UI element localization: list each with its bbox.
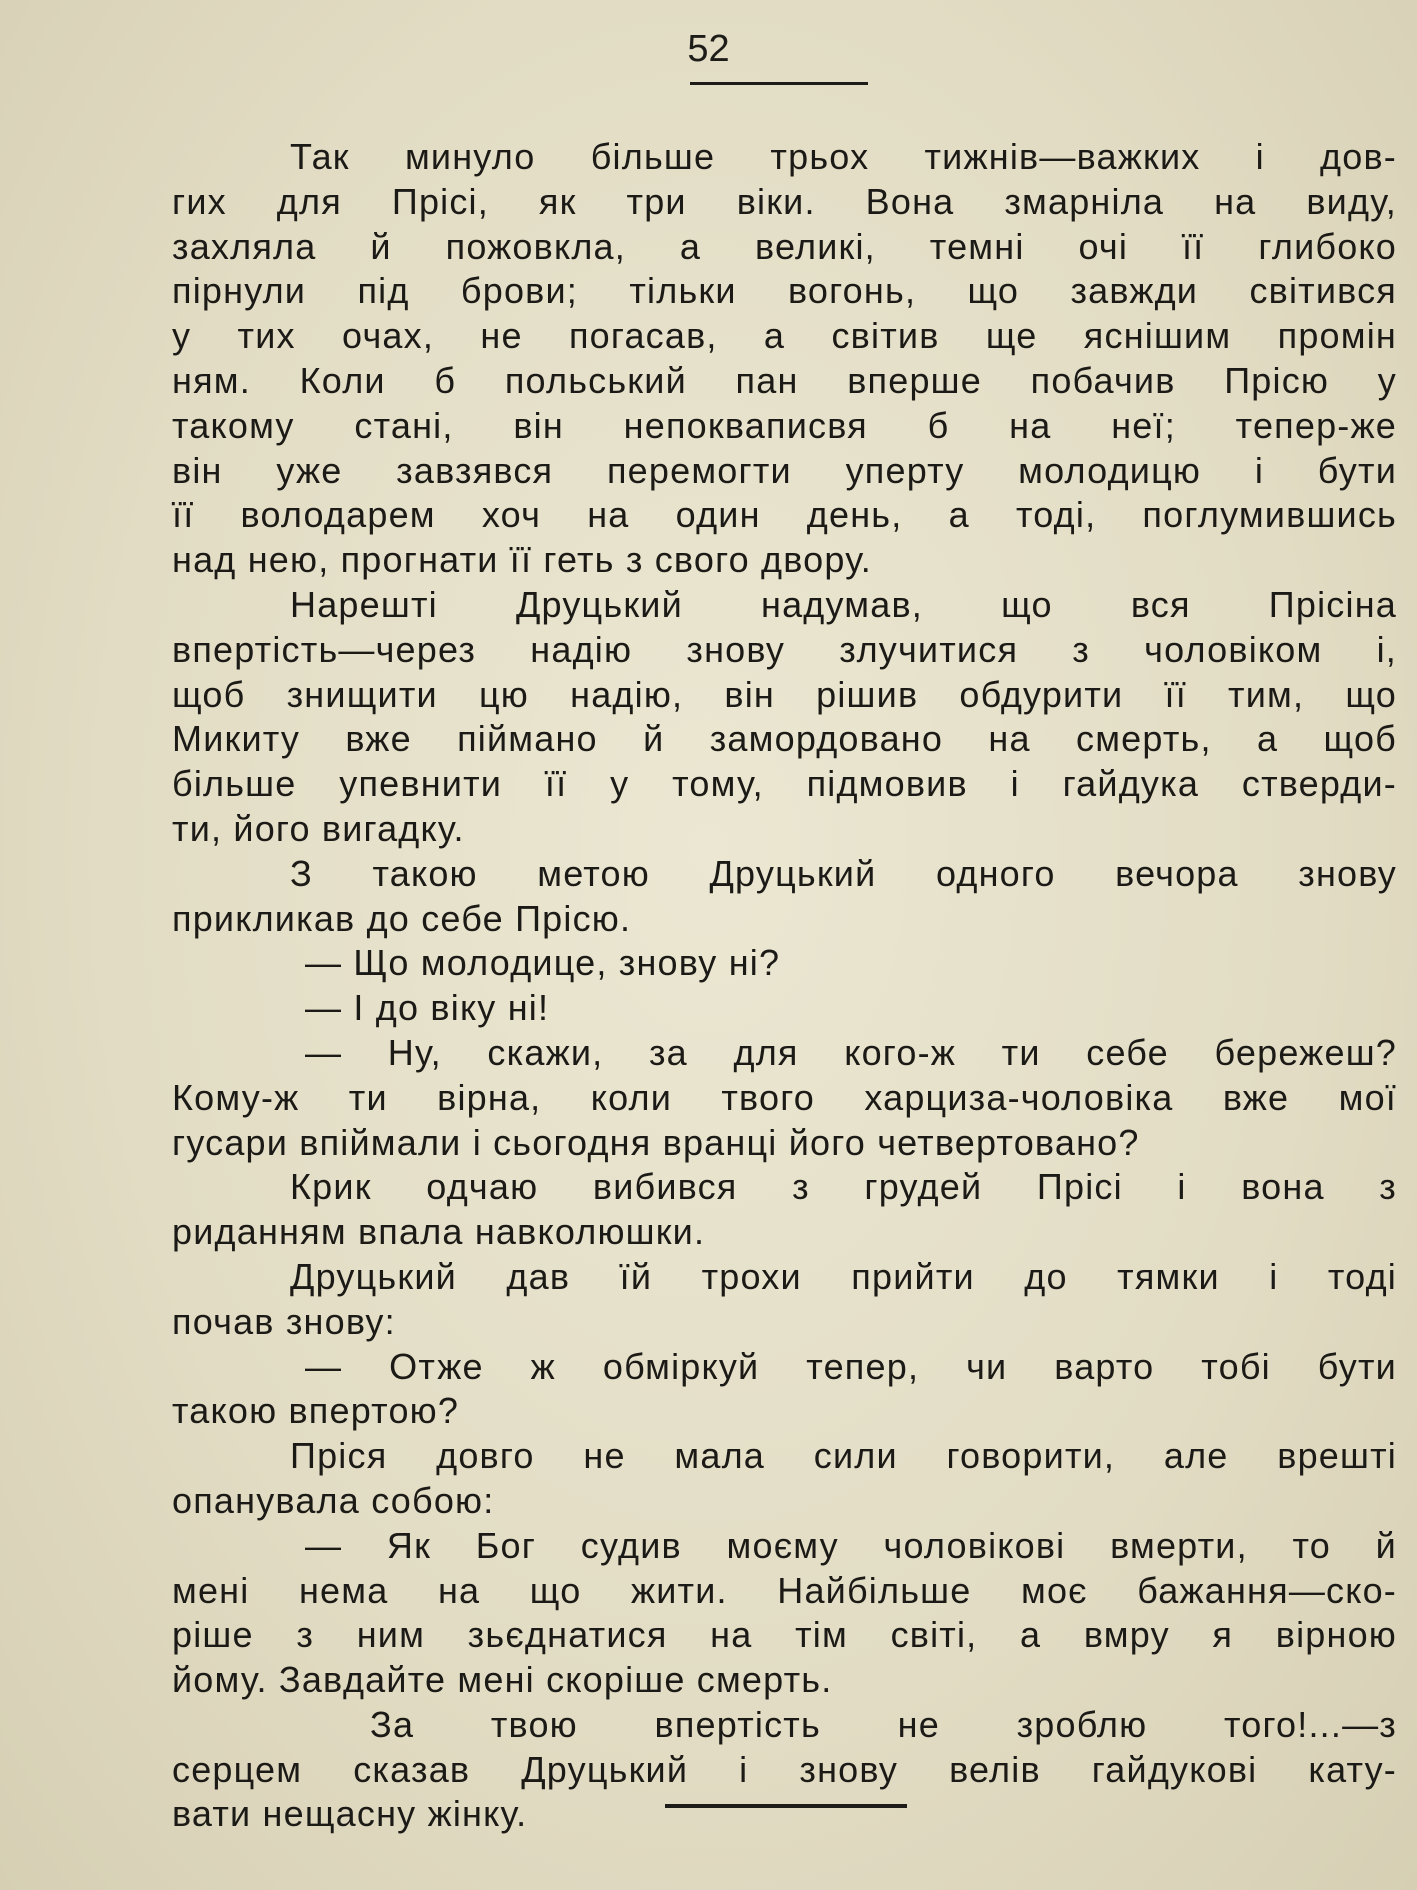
text-line: — Що молодице, знову ні? (305, 942, 781, 984)
text-line: він уже завзявся перемогти уперту молодицю і бути (172, 449, 1397, 491)
text-line: гусари впіймали і сьогодня вранці його четвертовано? (172, 1121, 1140, 1163)
text-line: ням. Коли б польський пан вперше побачив Прісю у (172, 359, 1397, 401)
text-line: З такою метою Друцький одного вечора знову (290, 852, 1397, 894)
text-line: — Отже ж обміркуй тепер, чи варто тобі бути (305, 1345, 1397, 1387)
text-line: Нарешті Друцький надумав, що вся Прісіна (290, 583, 1397, 625)
text-line: захляла й пожовкла, а великі, темні очі її глибоко (172, 225, 1397, 267)
text-line: прикликав до себе Прісю. (172, 897, 632, 939)
text-line: ти, його вигадку. (172, 807, 465, 849)
text-line: Так минуло більше трьох тижнів—важких і дов- (290, 136, 1397, 177)
text-line: — Як Бог судив моєму чоловікові вмерти, то й (305, 1524, 1397, 1566)
text-line: За твою впертість не зроблю того!...—з (370, 1703, 1397, 1745)
text-line: над нею, прогнати її геть з свого двору. (172, 539, 872, 581)
text-line: мені нема на що жити. Найбільше моє бажання—ско- (172, 1569, 1397, 1611)
text-line: такому стані, він непокваписвя б на неї; тепер-же (172, 404, 1397, 446)
text-line: серцем сказав Друцький і знову велів гайдукові кату- (172, 1748, 1397, 1790)
text-line: почав знову: (172, 1300, 396, 1342)
text-line: Микиту вже піймано й замордовано на смерть, а щоб (172, 718, 1397, 760)
text-line: гих для Прісі, як три віки. Вона змарніла на виду, (172, 180, 1397, 222)
text-line: Друцький дав їй трохи прийти до тямки і тоді (290, 1255, 1397, 1297)
text-line: риданням впала навколюшки. (172, 1211, 706, 1253)
top-rule (690, 82, 868, 85)
text-line: більше упевнити її у тому, підмовив і гайдука стверди- (172, 763, 1397, 805)
text-line: — Ну, скажи, за для кого-ж ти себе бережеш? (305, 1031, 1397, 1073)
text-line: Кому-ж ти вірна, коли твого харциза-чоловіка вже мої (172, 1076, 1397, 1118)
text-line: Пріся довго не мала сили говорити, але врешті (290, 1435, 1397, 1477)
text-line: такою впертою? (172, 1390, 460, 1432)
text-line: у тих очах, не погасав, а світив ще яснішим промін (172, 315, 1397, 357)
text-line: — І до віку ні! (305, 987, 550, 1029)
text-line: вати нещасну жінку. (172, 1793, 528, 1835)
text-line: її володарем хоч на один день, а тоді, поглумившись (172, 494, 1397, 536)
text-line: впертість—через надію знову злучитися з чоловіком і, (172, 628, 1397, 670)
text-line: Крик одчаю вибився з грудей Прісі і вона з (290, 1166, 1397, 1208)
text-line: щоб знищити цю надію, він рішив обдурити її тим, що (172, 673, 1397, 715)
text-line: пірнули під брови; тільки вогонь, що завжди світився (172, 270, 1397, 312)
text-line: йому. Завдайте мені скоріше смерть. (172, 1659, 833, 1701)
text-line: ріше з ним зьєднатися на тім світі, а вмру я вірною (172, 1614, 1397, 1656)
body-text (172, 135, 1397, 1837)
text-line: опанувала собою: (172, 1479, 495, 1521)
page-number: 52 (687, 28, 730, 70)
bottom-rule (665, 1804, 907, 1808)
